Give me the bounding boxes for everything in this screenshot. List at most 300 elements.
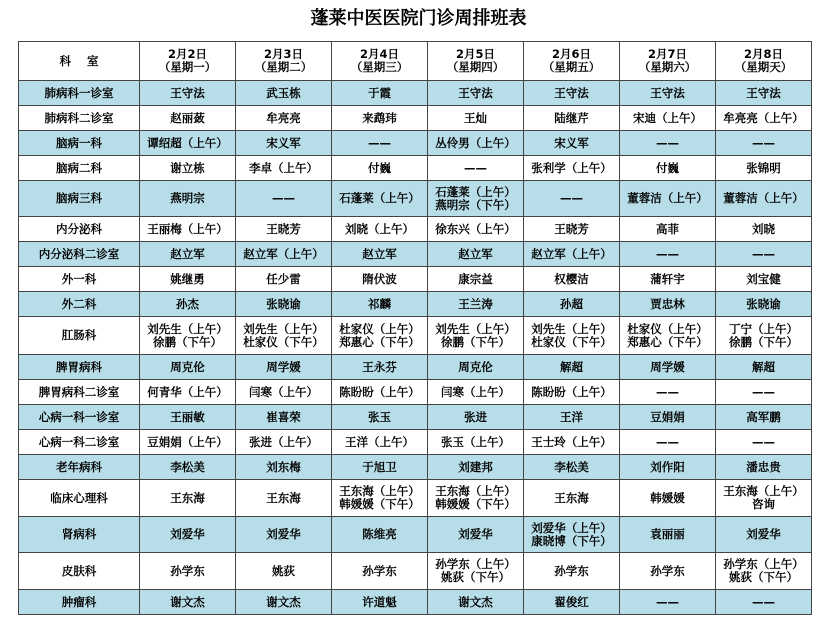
schedule-cell — [140, 106, 236, 131]
day-date: 2月4日 — [359, 47, 399, 61]
schedule-cell — [140, 242, 236, 267]
doctor-entry: 姚荻（下午） — [441, 570, 510, 584]
doctor-entry: 姚继勇 — [170, 271, 205, 286]
schedule-cell — [332, 405, 428, 430]
dept-cell: 肾病科 — [19, 517, 140, 553]
table-row — [19, 590, 812, 615]
schedule-cell — [140, 480, 236, 517]
doctor-entry: 石蓬莱（上午） — [339, 191, 420, 205]
doctor-entry: 徐东兴（上午） — [435, 221, 516, 236]
table-row — [19, 131, 812, 156]
day-header — [140, 42, 236, 81]
day-weekday: （星期一） — [158, 60, 217, 74]
doctor-entry: 姚荻（下午） — [729, 570, 798, 584]
doctor-entry: 于霞 — [368, 85, 391, 100]
day-weekday: （星期三） — [350, 60, 409, 74]
table-row — [19, 181, 812, 217]
doctor-entry: 许道魁 — [362, 594, 397, 609]
schedule-cell — [524, 267, 620, 292]
schedule-cell — [620, 430, 716, 455]
schedule-cell — [716, 242, 812, 267]
schedule-cell — [620, 156, 716, 181]
schedule-cell — [140, 517, 236, 553]
schedule-cell — [620, 480, 716, 517]
day-header — [332, 42, 428, 81]
doctor-entry: 刘先生（上午） — [435, 321, 516, 336]
day-header — [620, 42, 716, 81]
day-header — [428, 42, 524, 81]
schedule-cell — [428, 380, 524, 405]
schedule-cell — [716, 553, 812, 590]
schedule-cell — [620, 217, 716, 242]
schedule-cell — [428, 480, 524, 517]
doctor-entry: 王守法 — [458, 85, 493, 100]
schedule-cell — [620, 380, 716, 405]
doctor-entry: 崔喜荣 — [266, 409, 301, 424]
schedule-cell — [428, 81, 524, 106]
doctor-entry: 宋迪（上午） — [633, 110, 702, 125]
schedule-cell — [236, 480, 332, 517]
schedule-cell — [140, 380, 236, 405]
dept-cell: 脾胃病科 — [19, 355, 140, 380]
schedule-cell — [332, 455, 428, 480]
doctor-entry: 赵丽蔹 — [170, 110, 205, 125]
doctor-entry: 王东海（上午） — [723, 484, 804, 498]
doctor-entry: —— — [752, 246, 775, 261]
doctor-entry: 陈盼盼（上午） — [531, 384, 612, 399]
doctor-entry: 王洋（上午） — [345, 434, 414, 449]
doctor-entry: 王守法 — [650, 85, 685, 100]
dept-cell: 脾胃病科二诊室 — [19, 380, 140, 405]
doctor-entry: 王东海（上午） — [435, 484, 516, 498]
doctor-entry: 丛伶男（上午） — [435, 135, 516, 150]
doctor-entry: —— — [560, 191, 583, 205]
schedule-cell — [620, 131, 716, 156]
day-date: 2月6日 — [551, 47, 591, 61]
table-row — [19, 317, 812, 355]
schedule-cell — [716, 455, 812, 480]
doctor-entry: 闫寒（上午） — [249, 384, 318, 399]
doctor-entry: 王洋 — [560, 409, 583, 424]
schedule-cell — [428, 355, 524, 380]
schedule-cell — [524, 590, 620, 615]
table-row — [19, 553, 812, 590]
dept-cell: 脑病一科 — [19, 131, 140, 156]
doctor-entry: 周学媛 — [266, 359, 301, 374]
doctor-entry: 刘爱华 — [746, 527, 781, 541]
schedule-cell — [332, 81, 428, 106]
doctor-entry: —— — [656, 384, 679, 399]
dept-cell: 临床心理科 — [19, 480, 140, 517]
doctor-entry: 李松美 — [554, 459, 589, 474]
schedule-cell — [428, 267, 524, 292]
doctor-entry: 高军鹏 — [746, 409, 781, 424]
day-header — [716, 42, 812, 81]
schedule-cell — [236, 355, 332, 380]
doctor-entry: 咨询 — [752, 497, 775, 511]
schedule-cell — [140, 131, 236, 156]
schedule-cell — [332, 480, 428, 517]
table-row — [19, 217, 812, 242]
doctor-entry: —— — [464, 160, 487, 175]
schedule-cell — [140, 267, 236, 292]
doctor-entry: —— — [752, 384, 775, 399]
doctor-entry: 张晓谕 — [266, 296, 301, 311]
doctor-entry: 张锦明 — [746, 160, 781, 175]
doctor-entry: 姚荻 — [272, 563, 295, 578]
schedule-cell — [524, 380, 620, 405]
doctor-entry: 刘宝健 — [746, 271, 781, 286]
dept-cell: 肺病科一诊室 — [19, 81, 140, 106]
schedule-cell — [332, 131, 428, 156]
schedule-cell — [428, 242, 524, 267]
schedule-cell — [140, 317, 236, 355]
doctor-entry: 张进（上午） — [249, 434, 318, 449]
doctor-entry: 刘先生（上午） — [531, 321, 612, 336]
doctor-entry: 李松美 — [170, 459, 205, 474]
schedule-cell — [620, 81, 716, 106]
day-header — [236, 42, 332, 81]
doctor-entry: 王永芬 — [362, 359, 397, 374]
schedule-cell — [620, 355, 716, 380]
doctor-entry: 孙学东 — [362, 563, 397, 578]
schedule-cell — [716, 106, 812, 131]
schedule-cell — [524, 106, 620, 131]
dept-cell: 脑病三科 — [19, 181, 140, 217]
schedule-cell — [620, 553, 716, 590]
doctor-entry: 李卓（上午） — [249, 160, 318, 175]
doctor-entry: —— — [656, 246, 679, 261]
doctor-entry: 刘爱华（上午） — [531, 520, 612, 535]
schedule-cell — [428, 131, 524, 156]
schedule-cell — [428, 430, 524, 455]
doctor-entry: 刘先生（上午） — [243, 321, 324, 336]
doctor-entry: —— — [656, 594, 679, 609]
doctor-entry: 杜家仪（上午） — [339, 321, 420, 336]
schedule-cell — [332, 380, 428, 405]
doctor-entry: 赵立军 — [458, 246, 493, 261]
schedule-cell — [140, 156, 236, 181]
doctor-entry: —— — [752, 594, 775, 609]
day-date: 2月7日 — [647, 47, 687, 61]
doctor-entry: —— — [368, 135, 391, 150]
doctor-entry: 闫寒（上午） — [441, 384, 510, 399]
schedule-cell — [620, 106, 716, 131]
doctor-entry: 刘晓（上午） — [345, 221, 414, 236]
schedule-cell — [716, 181, 812, 217]
schedule-cell — [716, 131, 812, 156]
schedule-cell — [620, 267, 716, 292]
doctor-entry: 王晓芳 — [266, 221, 301, 236]
schedule-cell — [620, 181, 716, 217]
schedule-cell — [332, 517, 428, 553]
schedule-cell — [332, 181, 428, 217]
schedule-cell — [524, 317, 620, 355]
schedule-cell — [332, 553, 428, 590]
schedule-cell — [140, 181, 236, 217]
doctor-entry: 付巍 — [368, 160, 391, 175]
schedule-cell — [332, 217, 428, 242]
doctor-entry: 王晓芳 — [554, 221, 589, 236]
doctor-entry: 燕明宗（下午） — [435, 197, 516, 212]
doctor-entry: 王守法 — [746, 85, 781, 100]
schedule-cell — [716, 292, 812, 317]
doctor-entry: 周学媛 — [650, 359, 685, 374]
dept-cell: 心病一科一诊室 — [19, 405, 140, 430]
doctor-entry: 潘忠贵 — [746, 459, 781, 474]
schedule-cell — [236, 553, 332, 590]
doctor-entry: 周克伦 — [458, 359, 493, 374]
schedule-cell — [524, 355, 620, 380]
schedule-cell — [716, 480, 812, 517]
dept-cell: 肛肠科 — [19, 317, 140, 355]
schedule-cell — [236, 242, 332, 267]
doctor-entry: 陈盼盼（上午） — [339, 384, 420, 399]
doctor-entry: 孙学东 — [170, 563, 205, 578]
doctor-entry: 谭绍超（上午） — [147, 135, 228, 150]
doctor-entry: 徐鹏（下午） — [441, 334, 510, 349]
dept-cell: 外二科 — [19, 292, 140, 317]
doctor-entry: 王东海 — [554, 490, 589, 505]
doctor-entry: 王丽梅（上午） — [147, 221, 228, 236]
schedule-cell — [140, 590, 236, 615]
doctor-entry: 杜家仪（下午） — [531, 334, 612, 349]
schedule-cell — [236, 292, 332, 317]
doctor-entry: 王士玲（上午） — [531, 434, 612, 449]
schedule-cell — [236, 380, 332, 405]
doctor-entry: 武玉栋 — [266, 85, 301, 100]
doctor-entry: 宋义军 — [554, 135, 589, 150]
doctor-entry: —— — [752, 135, 775, 150]
schedule-cell — [716, 430, 812, 455]
dept-cell: 外一科 — [19, 267, 140, 292]
doctor-entry: 袁丽丽 — [650, 527, 685, 541]
schedule-cell — [524, 242, 620, 267]
day-date: 2月8日 — [743, 47, 783, 61]
schedule-cell — [524, 455, 620, 480]
doctor-entry: 徐鹏（下午） — [153, 334, 222, 349]
schedule-cell — [428, 517, 524, 553]
doctor-entry: 周克伦 — [170, 359, 205, 374]
schedule-cell — [524, 181, 620, 217]
schedule-cell — [428, 156, 524, 181]
dept-cell: 老年病科 — [19, 455, 140, 480]
day-weekday: （星期天） — [734, 60, 793, 74]
schedule-cell — [524, 517, 620, 553]
day-weekday: （星期四） — [446, 60, 505, 74]
doctor-entry: 谢文杰 — [458, 594, 493, 609]
schedule-cell — [236, 217, 332, 242]
schedule-cell — [716, 317, 812, 355]
day-date: 2月3日 — [263, 47, 303, 61]
doctor-entry: 王东海 — [170, 490, 205, 505]
schedule-cell — [236, 131, 332, 156]
schedule-cell — [620, 242, 716, 267]
doctor-entry: 王灿 — [464, 110, 487, 125]
schedule-cell — [428, 292, 524, 317]
day-header — [524, 42, 620, 81]
schedule-cell — [428, 553, 524, 590]
doctor-entry: 石蓬莱（上午） — [435, 184, 516, 199]
table-row — [19, 106, 812, 131]
doctor-entry: 丁宁（上午） — [729, 321, 798, 336]
doctor-entry: 于旭卫 — [362, 459, 397, 474]
doctor-entry: 杜家仪（下午） — [243, 334, 324, 349]
doctor-entry: 孙学东（上午） — [723, 557, 804, 571]
doctor-entry: 翟俊红 — [554, 594, 589, 609]
table-row — [19, 517, 812, 553]
doctor-entry: 宋义军 — [266, 135, 301, 150]
doctor-entry: 韩媛媛（下午） — [339, 497, 420, 511]
schedule-cell — [140, 292, 236, 317]
doctor-entry: 张进 — [464, 409, 487, 424]
schedule-cell — [332, 355, 428, 380]
schedule-cell — [236, 106, 332, 131]
doctor-entry: —— — [656, 135, 679, 150]
doctor-entry: 谢立栋 — [170, 160, 205, 175]
doctor-entry: 刘作阳 — [650, 459, 685, 474]
schedule-cell — [716, 267, 812, 292]
dept-cell: 肿瘤科 — [19, 590, 140, 615]
doctor-entry: 康晓博（下午） — [531, 533, 612, 548]
doctor-entry: 蒲轩宇 — [650, 271, 685, 286]
schedule-cell — [620, 317, 716, 355]
table-row — [19, 292, 812, 317]
schedule-cell — [332, 317, 428, 355]
schedule-cell — [428, 590, 524, 615]
doctor-entry: 徐鹏（下午） — [729, 334, 798, 349]
schedule-cell — [140, 405, 236, 430]
dept-cell: 内分泌科二诊室 — [19, 242, 140, 267]
doctor-entry: 刘爱华 — [266, 527, 301, 541]
schedule-cell — [428, 405, 524, 430]
doctor-entry: 刘爱华 — [170, 527, 205, 541]
doctor-entry: —— — [752, 434, 775, 449]
schedule-body — [19, 81, 812, 615]
doctor-entry: 杜家仪（上午） — [627, 321, 708, 336]
schedule-cell — [236, 405, 332, 430]
doctor-entry: 孙学东 — [650, 563, 685, 578]
table-row — [19, 380, 812, 405]
schedule-cell — [332, 292, 428, 317]
doctor-entry: 豆娟娟 — [650, 409, 685, 424]
page-title: 蓬莱中医医院门诊周排班表 — [310, 8, 527, 29]
schedule-cell — [524, 480, 620, 517]
doctor-entry: 孙学东 — [554, 563, 589, 578]
doctor-entry: 王守法 — [554, 85, 589, 100]
schedule-cell — [620, 455, 716, 480]
doctor-entry: 祁麟 — [368, 296, 391, 311]
doctor-entry: 高菲 — [656, 221, 679, 236]
schedule-cell — [140, 355, 236, 380]
schedule-cell — [236, 590, 332, 615]
table-row — [19, 242, 812, 267]
dept-cell: 脑病二科 — [19, 156, 140, 181]
schedule-cell — [428, 455, 524, 480]
doctor-entry: 牟亮亮 — [266, 110, 301, 125]
schedule-table — [18, 41, 812, 615]
schedule-cell — [236, 267, 332, 292]
schedule-cell — [428, 217, 524, 242]
doctor-entry: 权樱洁 — [554, 271, 589, 286]
schedule-cell — [716, 81, 812, 106]
doctor-entry: —— — [656, 434, 679, 449]
schedule-cell — [236, 156, 332, 181]
table-row — [19, 156, 812, 181]
schedule-cell — [524, 430, 620, 455]
doctor-entry: 董蓉洁（上午） — [627, 191, 708, 205]
doctor-entry: 贾忠林 — [650, 296, 685, 311]
schedule-cell — [620, 590, 716, 615]
dept-cell: 皮肤科 — [19, 553, 140, 590]
schedule-cell — [716, 405, 812, 430]
schedule-cell — [524, 405, 620, 430]
table-row — [19, 430, 812, 455]
schedule-cell — [428, 181, 524, 217]
day-weekday: （星期五） — [542, 60, 601, 74]
table-row — [19, 455, 812, 480]
schedule-cell — [236, 430, 332, 455]
schedule-cell — [236, 455, 332, 480]
doctor-entry: 谢文杰 — [170, 594, 205, 609]
schedule-cell — [332, 242, 428, 267]
schedule-cell — [524, 81, 620, 106]
doctor-entry: 赵立军 — [170, 246, 205, 261]
doctor-entry: 张玉（上午） — [441, 434, 510, 449]
table-row — [19, 81, 812, 106]
schedule-cell — [524, 553, 620, 590]
schedule-cell — [332, 156, 428, 181]
doctor-entry: 任少雷 — [266, 271, 301, 286]
doctor-entry: 刘晓 — [752, 221, 775, 236]
schedule-cell — [716, 217, 812, 242]
doctor-entry: 牟亮亮（上午） — [723, 110, 804, 125]
schedule-cell — [140, 553, 236, 590]
doctor-entry: 刘东梅 — [266, 459, 301, 474]
day-date: 2月2日 — [167, 47, 207, 61]
schedule-cell — [332, 106, 428, 131]
dept-cell: 肺病科二诊室 — [19, 106, 140, 131]
doctor-entry: 付巍 — [656, 160, 679, 175]
doctor-entry: 康宗益 — [458, 271, 493, 286]
schedule-cell — [236, 81, 332, 106]
schedule-cell — [620, 517, 716, 553]
doctor-entry: 王丽敏 — [170, 409, 205, 424]
schedule-cell — [428, 317, 524, 355]
doctor-entry: 刘先生（上午） — [147, 321, 228, 336]
doctor-entry: 张晓谕 — [746, 296, 781, 311]
schedule-cell — [140, 430, 236, 455]
doctor-entry: 韩媛媛 — [650, 490, 685, 505]
header-row — [19, 42, 812, 81]
dept-cell: 内分泌科 — [19, 217, 140, 242]
schedule-cell — [236, 181, 332, 217]
doctor-entry: 王东海（上午） — [339, 484, 420, 498]
day-weekday: （星期六） — [638, 60, 697, 74]
doctor-entry: 董蓉洁（上午） — [723, 191, 804, 205]
day-date: 2月5日 — [455, 47, 495, 61]
doctor-entry: 孙杰 — [176, 296, 199, 311]
doctor-entry: 谢文杰 — [266, 594, 301, 609]
doctor-entry: 张玉 — [368, 409, 391, 424]
schedule-cell — [428, 106, 524, 131]
schedule-cell — [716, 355, 812, 380]
doctor-entry: 陈维亮 — [362, 527, 397, 541]
schedule-cell — [332, 267, 428, 292]
schedule-cell — [140, 217, 236, 242]
table-row — [19, 267, 812, 292]
doctor-entry: 燕明宗 — [170, 191, 205, 205]
